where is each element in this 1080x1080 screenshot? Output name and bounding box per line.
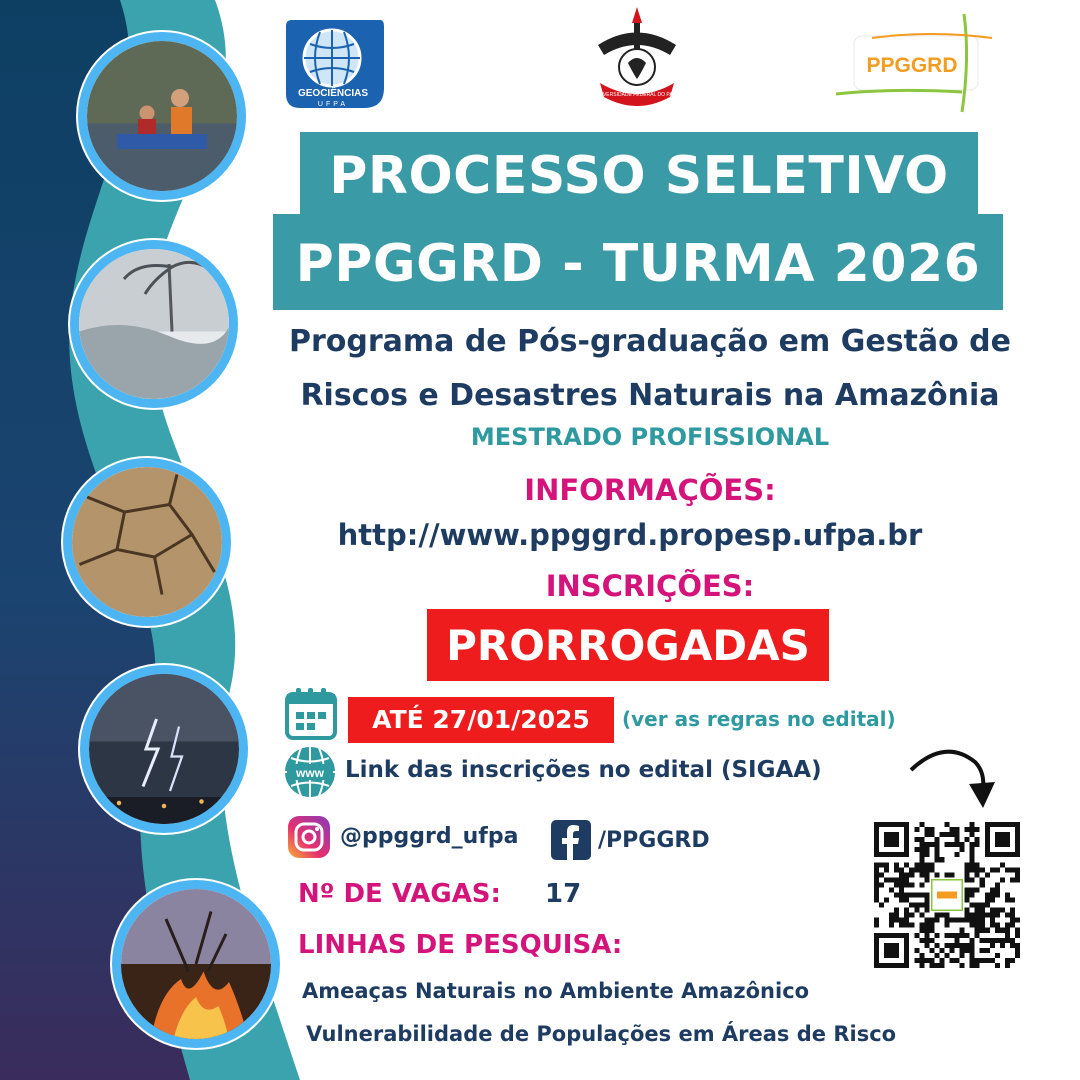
geociencias-logo — [280, 18, 386, 110]
www-globe-icon — [281, 743, 339, 801]
calendar-icon — [283, 686, 339, 742]
title-line-1: PROCESSO SELETIVO — [300, 132, 978, 214]
ppggrd-logo-text: PPGGRD — [866, 54, 958, 77]
lightning-storm-photo — [80, 665, 248, 833]
ufpa-seal-logo — [590, 5, 685, 115]
facebook-handle[interactable]: /PPGGRD — [598, 828, 710, 853]
curved-arrow-icon — [905, 740, 1000, 815]
instagram-icon[interactable] — [287, 815, 331, 859]
program-name-line-2: Riscos e Desastres Naturais na Amazônia — [300, 378, 1000, 413]
ppggrd-logo — [832, 8, 1000, 118]
info-url-link[interactable]: http://www.ppggrd.propesp.ufpa.br — [337, 518, 923, 552]
instagram-handle[interactable]: @ppggrd_ufpa — [340, 824, 519, 849]
program-name-line-1: Programa de Pós-graduação em Gestão de — [288, 324, 1012, 359]
deadline-badge: ATÉ 27/01/2025 — [348, 697, 614, 743]
title-line-2: PPGGRD - TURMA 2026 — [273, 214, 1003, 310]
research-line-item: Vulnerabilidade de Populações em Áreas de Risco — [306, 1022, 897, 1046]
deadline-note: (ver as regras no edital) — [622, 707, 896, 731]
geociencias-ufpa: UFPA — [317, 101, 349, 108]
info-heading: INFORMAÇÕES: — [524, 473, 776, 507]
facebook-icon[interactable] — [551, 820, 591, 860]
status-badge: PRORROGADAS — [427, 609, 829, 681]
flood-photo — [78, 32, 246, 200]
ufpa-ring-text: UNIVERSIDADE FEDERAL DO PARÁ — [594, 92, 680, 98]
linhas-pesquisa-label: LINHAS DE PESQUISA: — [298, 930, 623, 960]
svg-text:www: www — [295, 766, 325, 780]
drought-photo — [63, 458, 231, 626]
vagas-label: Nº DE VAGAS: — [298, 879, 501, 909]
vagas-value: 17 — [545, 879, 582, 909]
geociencias-name: GEOCIÊNCIAS — [297, 88, 369, 99]
research-line-item: Ameaças Naturais no Ambiente Amazônico — [302, 979, 810, 1003]
qr-code[interactable] — [874, 822, 1020, 968]
sigaa-link-text[interactable]: Link das inscrições no edital (SIGAA) — [345, 757, 822, 783]
degree-label: MESTRADO PROFISSIONAL — [470, 423, 830, 451]
inscricoes-heading: INSCRIÇÕES: — [545, 569, 755, 603]
storm-coast-photo — [70, 240, 238, 408]
wildfire-photo — [112, 880, 280, 1048]
